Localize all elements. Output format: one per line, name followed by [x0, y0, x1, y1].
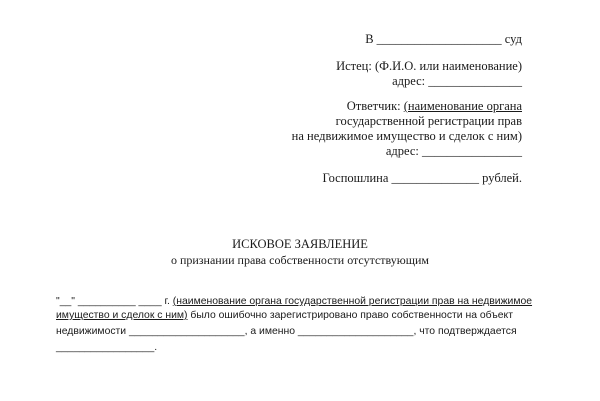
registration-authority-ref-1: (наименование органа государственной регистрации прав на недвижимое [172, 296, 533, 307]
state-fee-line: Госпошлина ______________ рублей. [322, 171, 522, 185]
date-placeholder: "__" __________ ____ г. [56, 296, 173, 307]
body-line-2 [56, 309, 513, 322]
defendant-name-1: (наименование органа [403, 99, 522, 113]
plaintiff-line: Истец: (Ф.И.О. или наименование) [336, 59, 522, 73]
defendant-label: Ответчик: [346, 99, 404, 113]
defendant-address: адрес: ________________ [385, 144, 522, 158]
court-line: В ____________________ суд [365, 32, 522, 46]
body-line-4: _________________. [56, 342, 158, 353]
defendant-name-3: на недвижимое имущество и сделок с ним) [291, 129, 522, 143]
document-title: ИСКОВОЕ ЗАЯВЛЕНИЕ [232, 237, 368, 251]
defendant-line [347, 99, 522, 113]
document-subtitle: о признании права собственности отсутствующим [170, 253, 430, 267]
defendant-name-2: государственной регистрации прав [335, 114, 522, 128]
body-line-3: недвижимости ____________________, а именно ____________________, что подтверждается [56, 326, 517, 337]
registration-authority-ref-2: имущество и сделок с ним) [56, 310, 188, 321]
body-line-2-rest: было ошибочно зарегистрировано право собственности на объект [187, 310, 513, 321]
plaintiff-address: адрес: _______________ [392, 74, 522, 88]
body-line-1 [56, 295, 532, 308]
